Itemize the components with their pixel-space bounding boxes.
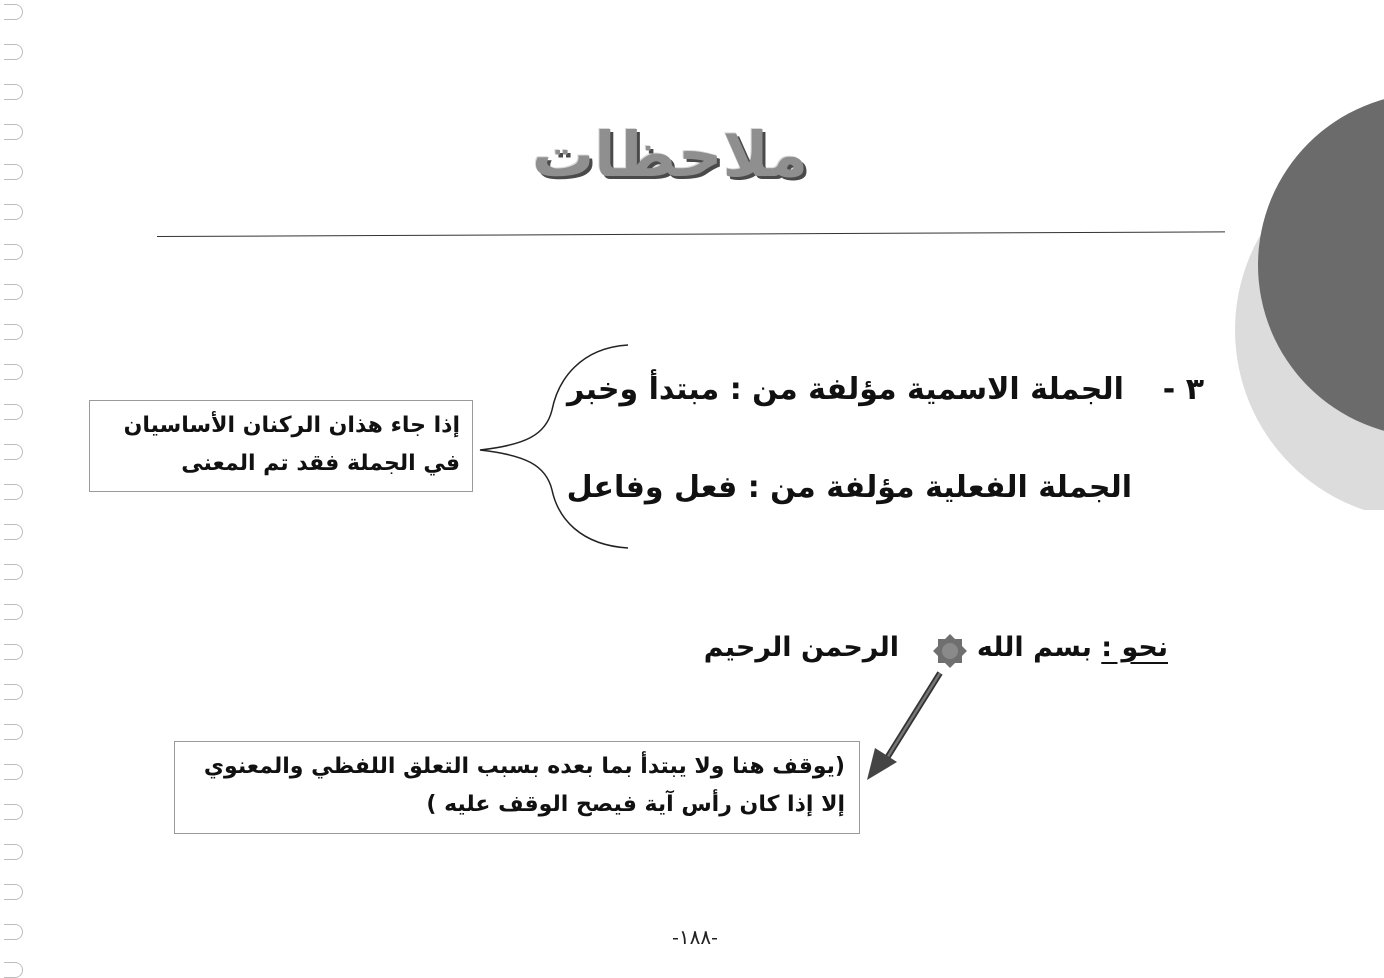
page-title: ملاحظات <box>531 118 809 191</box>
nominal-sentence: الجملة الاسمية مؤلفة من : مبتدأ وخبر <box>566 372 1124 407</box>
binding-ring <box>4 244 23 260</box>
example-label: نحو : <box>1101 632 1168 663</box>
item-3-line-1 <box>567 372 1204 407</box>
binding-ring <box>4 84 23 100</box>
binding-ring <box>4 844 23 860</box>
binding-ring <box>4 884 23 900</box>
binding-ring <box>4 44 23 60</box>
verbal-sentence: الجملة الفعلية مؤلفة من : فعل وفاعل <box>566 470 1132 505</box>
pause-note-line-1: (يوقف هنا ولا يبتدأ بما بعده بسبب التعلق اللفظي والمعنوي <box>203 754 845 779</box>
binding-ring <box>4 764 23 780</box>
arrow-icon <box>855 640 965 790</box>
binding-ring <box>4 564 23 580</box>
side-note-line-1: إذا جاء هذان الركنان الأساسيان <box>123 413 460 438</box>
binding-rings <box>0 0 30 973</box>
example-part-2: الرحمن الرحيم <box>703 632 899 663</box>
binding-ring <box>4 524 23 540</box>
binding-ring <box>4 124 23 140</box>
binding-ring <box>4 284 23 300</box>
binding-ring <box>4 164 23 180</box>
binding-ring <box>4 204 23 220</box>
binding-ring <box>4 404 23 420</box>
pause-note-box <box>174 741 860 834</box>
side-note-line-2: في الجملة فقد تم المعنى <box>181 451 460 476</box>
binding-ring <box>4 924 23 940</box>
binding-ring <box>4 644 23 660</box>
binding-ring <box>4 364 23 380</box>
side-note-box <box>89 400 473 492</box>
binding-ring <box>4 604 23 620</box>
page-number: -١٨٨- <box>672 925 718 949</box>
example-part-1: بسم الله <box>976 632 1092 663</box>
binding-ring <box>4 804 23 820</box>
example-line <box>977 632 1168 663</box>
binding-ring <box>4 724 23 740</box>
binding-ring <box>4 324 23 340</box>
binding-ring <box>4 4 23 20</box>
item-number: ٣ - <box>1162 372 1204 407</box>
binding-ring <box>4 684 23 700</box>
binding-ring <box>4 484 23 500</box>
binding-ring <box>4 444 23 460</box>
pause-note-line-2: إلا إذا كان رأس آية فيصح الوقف عليه ) <box>426 792 845 817</box>
decorative-circles <box>1230 40 1384 510</box>
curly-brace <box>470 340 640 555</box>
binding-ring <box>4 962 23 978</box>
title-divider <box>157 231 1225 237</box>
